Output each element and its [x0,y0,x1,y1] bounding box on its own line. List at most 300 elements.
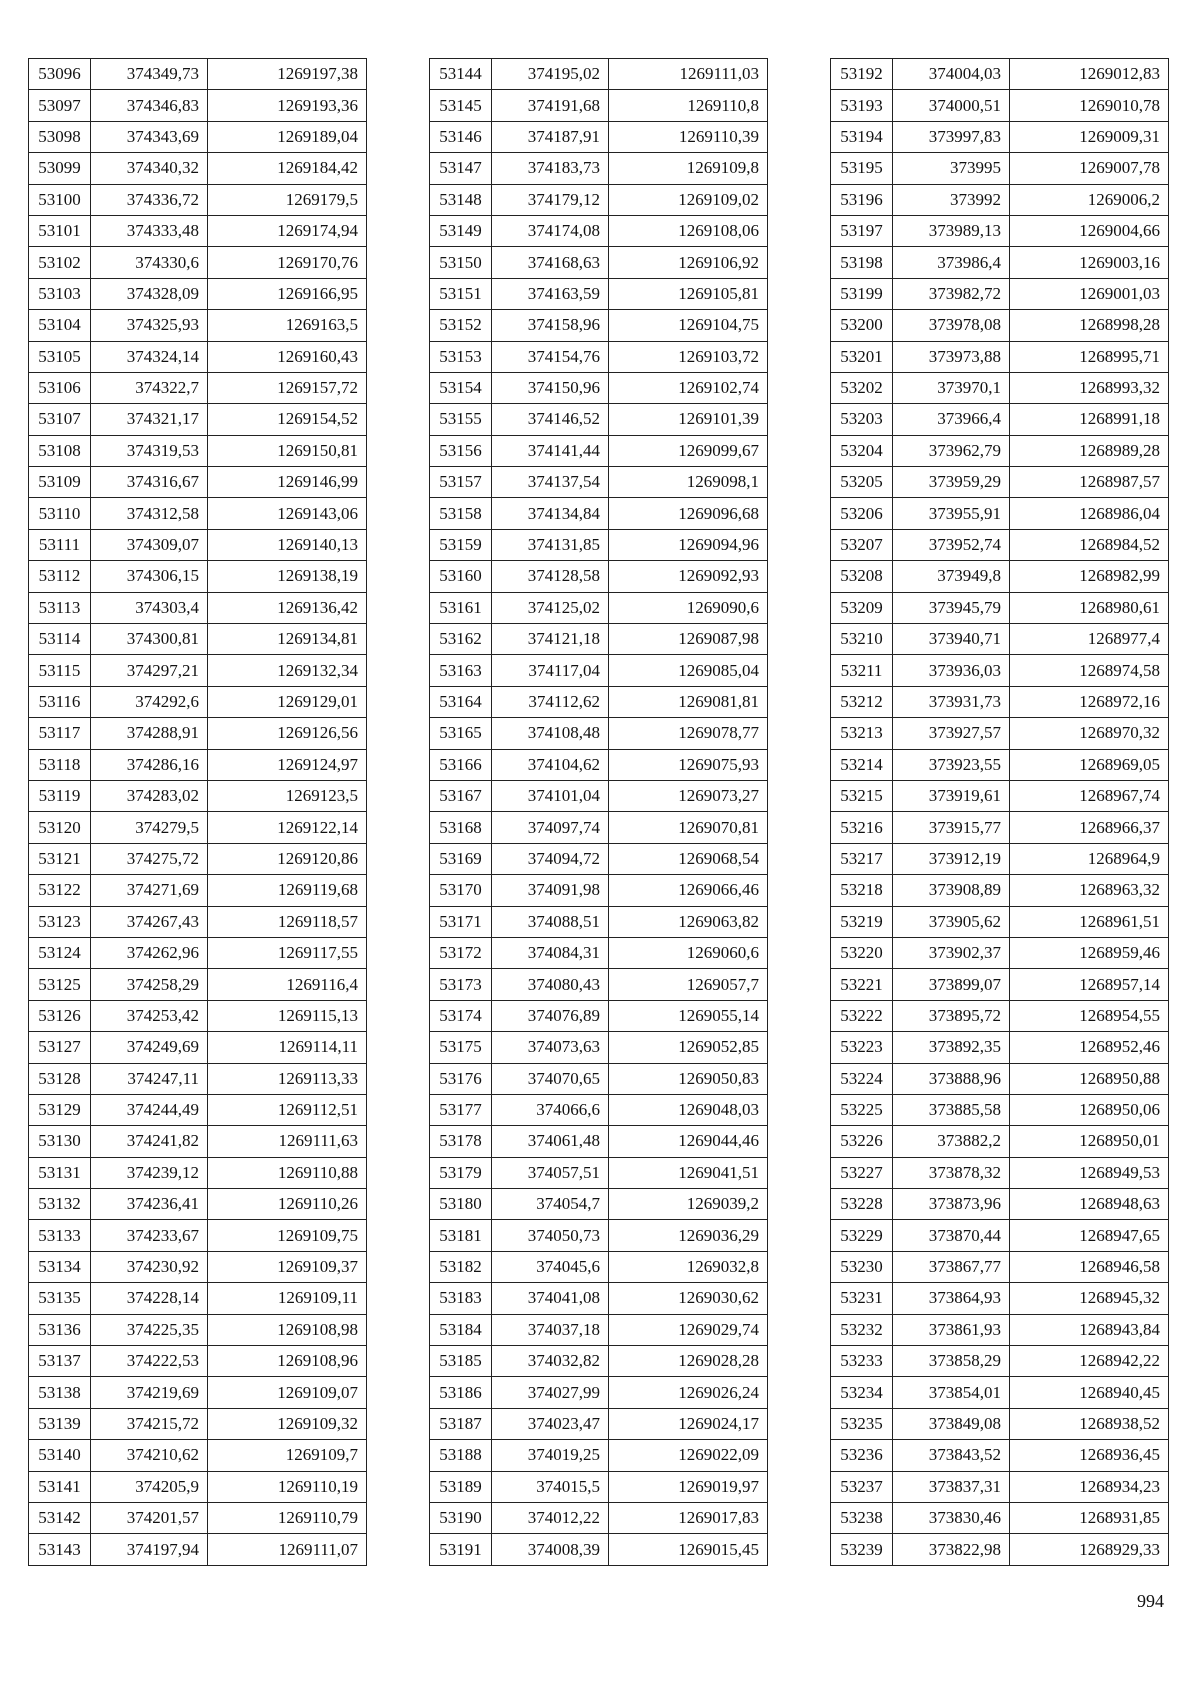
table-row [29,1502,367,1533]
y-coordinate-cell: 1268980,61 [1010,592,1169,623]
table-row [430,215,768,246]
x-coordinate-cell: 373899,07 [893,969,1010,1000]
table-row [430,624,768,655]
point-id-cell: 53239 [831,1534,893,1565]
table-row [29,341,367,372]
x-coordinate-cell: 374316,67 [91,467,208,498]
table-row [430,1220,768,1251]
point-id-cell: 53236 [831,1440,893,1471]
point-id-cell: 53097 [29,90,91,121]
y-coordinate-cell: 1269109,32 [208,1408,367,1439]
x-coordinate-cell: 374286,16 [91,749,208,780]
x-coordinate-cell: 374239,12 [91,1157,208,1188]
table-row [430,812,768,843]
y-coordinate-cell: 1269118,57 [208,906,367,937]
y-coordinate-cell: 1268989,28 [1010,435,1169,466]
table-row [29,875,367,906]
y-coordinate-cell: 1269073,27 [609,780,768,811]
point-id-cell: 53230 [831,1251,893,1282]
point-id-cell: 53116 [29,686,91,717]
x-coordinate-cell: 373902,37 [893,937,1010,968]
y-coordinate-cell: 1268991,18 [1010,404,1169,435]
y-coordinate-cell: 1268943,84 [1010,1314,1169,1345]
point-id-cell: 53231 [831,1283,893,1314]
point-id-cell: 53222 [831,1000,893,1031]
y-coordinate-cell: 1268929,33 [1010,1534,1169,1565]
point-id-cell: 53136 [29,1314,91,1345]
point-id-cell: 53198 [831,247,893,278]
table-row [29,655,367,686]
table-row [831,1126,1169,1157]
y-coordinate-cell: 1269003,16 [1010,247,1169,278]
x-coordinate-cell: 374275,72 [91,843,208,874]
y-coordinate-cell: 1269102,74 [609,372,768,403]
y-coordinate-cell: 1269044,46 [609,1126,768,1157]
y-coordinate-cell: 1269085,04 [609,655,768,686]
y-coordinate-cell: 1269012,83 [1010,59,1169,90]
point-id-cell: 53224 [831,1063,893,1094]
y-coordinate-cell: 1269057,7 [609,969,768,1000]
y-coordinate-cell: 1269110,8 [609,90,768,121]
y-coordinate-cell: 1269109,7 [208,1440,367,1471]
table-row [430,1314,768,1345]
y-coordinate-cell: 1268987,57 [1010,467,1169,498]
table-row [29,404,367,435]
table-row [29,90,367,121]
x-coordinate-cell: 373837,31 [893,1471,1010,1502]
table-row [831,1251,1169,1282]
table-row [29,1377,367,1408]
point-id-cell: 53189 [430,1471,492,1502]
x-coordinate-cell: 374258,29 [91,969,208,1000]
x-coordinate-cell: 374104,62 [492,749,609,780]
point-id-cell: 53132 [29,1189,91,1220]
point-id-cell: 53162 [430,624,492,655]
y-coordinate-cell: 1269032,8 [609,1251,768,1282]
y-coordinate-cell: 1269126,56 [208,718,367,749]
point-id-cell: 53117 [29,718,91,749]
x-coordinate-cell: 373966,4 [893,404,1010,435]
x-coordinate-cell: 374108,48 [492,718,609,749]
table-row [29,1063,367,1094]
point-id-cell: 53232 [831,1314,893,1345]
point-id-cell: 53226 [831,1126,893,1157]
table-row [831,153,1169,184]
table-row [430,1251,768,1282]
x-coordinate-cell: 374225,35 [91,1314,208,1345]
x-coordinate-cell: 374300,81 [91,624,208,655]
table-row [430,561,768,592]
table-row [430,1000,768,1031]
y-coordinate-cell: 1268948,63 [1010,1189,1169,1220]
table-row [831,404,1169,435]
table-row [430,404,768,435]
table-row [831,247,1169,278]
table-row [29,1251,367,1282]
table-row [430,1189,768,1220]
point-id-cell: 53154 [430,372,492,403]
y-coordinate-cell: 1268936,45 [1010,1440,1169,1471]
y-coordinate-cell: 1269090,6 [609,592,768,623]
y-coordinate-cell: 1269105,81 [609,278,768,309]
x-coordinate-cell: 373940,71 [893,624,1010,655]
point-id-cell: 53112 [29,561,91,592]
x-coordinate-cell: 374322,7 [91,372,208,403]
point-id-cell: 53223 [831,1032,893,1063]
point-id-cell: 53118 [29,749,91,780]
table-row [29,561,367,592]
table-row [430,655,768,686]
point-id-cell: 53206 [831,498,893,529]
table-row [29,780,367,811]
x-coordinate-cell: 373973,88 [893,341,1010,372]
point-id-cell: 53151 [430,278,492,309]
x-coordinate-cell: 374163,59 [492,278,609,309]
point-id-cell: 53146 [430,121,492,152]
y-coordinate-cell: 1268957,14 [1010,969,1169,1000]
point-id-cell: 53115 [29,655,91,686]
x-coordinate-cell: 374324,14 [91,341,208,372]
table-row [831,1189,1169,1220]
y-coordinate-cell: 1269143,06 [208,498,367,529]
table-row [430,153,768,184]
table-row [29,1408,367,1439]
table-row [831,1502,1169,1533]
x-coordinate-cell: 374187,91 [492,121,609,152]
x-coordinate-cell: 374050,73 [492,1220,609,1251]
point-id-cell: 53177 [430,1094,492,1125]
x-coordinate-cell: 374271,69 [91,875,208,906]
x-coordinate-cell: 374141,44 [492,435,609,466]
x-coordinate-cell: 373912,19 [893,843,1010,874]
y-coordinate-cell: 1269015,45 [609,1534,768,1565]
table-row [29,1032,367,1063]
point-id-cell: 53102 [29,247,91,278]
point-id-cell: 53169 [430,843,492,874]
point-id-cell: 53234 [831,1377,893,1408]
y-coordinate-cell: 1269096,68 [609,498,768,529]
table-row [831,341,1169,372]
point-id-cell: 53148 [430,184,492,215]
x-coordinate-cell: 373952,74 [893,529,1010,560]
point-id-cell: 53211 [831,655,893,686]
table-row [831,624,1169,655]
point-id-cell: 53191 [430,1534,492,1565]
x-coordinate-cell: 373982,72 [893,278,1010,309]
y-coordinate-cell: 1268950,88 [1010,1063,1169,1094]
y-coordinate-cell: 1268974,58 [1010,655,1169,686]
point-id-cell: 53194 [831,121,893,152]
point-id-cell: 53119 [29,780,91,811]
table-row [29,1314,367,1345]
table-row [29,969,367,1000]
point-id-cell: 53111 [29,529,91,560]
point-id-cell: 53174 [430,1000,492,1031]
point-id-cell: 53128 [29,1063,91,1094]
table-row [430,1346,768,1377]
x-coordinate-cell: 373858,29 [893,1346,1010,1377]
x-coordinate-cell: 374131,85 [492,529,609,560]
point-id-cell: 53183 [430,1283,492,1314]
x-coordinate-cell: 373959,29 [893,467,1010,498]
point-id-cell: 53127 [29,1032,91,1063]
y-coordinate-cell: 1269050,83 [609,1063,768,1094]
point-id-cell: 53216 [831,812,893,843]
table-row [831,1471,1169,1502]
table-row [831,529,1169,560]
y-coordinate-cell: 1269132,34 [208,655,367,686]
point-id-cell: 53110 [29,498,91,529]
x-coordinate-cell: 374112,62 [492,686,609,717]
x-coordinate-cell: 374179,12 [492,184,609,215]
table-row [430,780,768,811]
y-coordinate-cell: 1269007,78 [1010,153,1169,184]
y-coordinate-cell: 1269103,72 [609,341,768,372]
x-coordinate-cell: 374244,49 [91,1094,208,1125]
x-coordinate-cell: 374057,51 [492,1157,609,1188]
point-id-cell: 53237 [831,1471,893,1502]
table-row [29,1157,367,1188]
table-row [831,749,1169,780]
table-row [29,718,367,749]
y-coordinate-cell: 1268949,53 [1010,1157,1169,1188]
y-coordinate-cell: 1269166,95 [208,278,367,309]
table-row [430,1283,768,1314]
x-coordinate-cell: 373962,79 [893,435,1010,466]
y-coordinate-cell: 1269041,51 [609,1157,768,1188]
table-row [430,1377,768,1408]
table-row [430,90,768,121]
point-id-cell: 53205 [831,467,893,498]
table-row [29,1126,367,1157]
table-row [831,435,1169,466]
point-id-cell: 53171 [430,906,492,937]
point-id-cell: 53180 [430,1189,492,1220]
x-coordinate-cell: 373949,8 [893,561,1010,592]
y-coordinate-cell: 1268959,46 [1010,937,1169,968]
table-row [430,59,768,90]
table-row [29,278,367,309]
table-row [831,1220,1169,1251]
x-coordinate-cell: 373822,98 [893,1534,1010,1565]
x-coordinate-cell: 374325,93 [91,310,208,341]
point-id-cell: 53192 [831,59,893,90]
x-coordinate-cell: 374333,48 [91,215,208,246]
y-coordinate-cell: 1269098,1 [609,467,768,498]
point-id-cell: 53175 [430,1032,492,1063]
x-coordinate-cell: 374253,42 [91,1000,208,1031]
point-id-cell: 53160 [430,561,492,592]
y-coordinate-cell: 1269075,93 [609,749,768,780]
point-id-cell: 53213 [831,718,893,749]
y-coordinate-cell: 1269104,75 [609,310,768,341]
y-coordinate-cell: 1269124,97 [208,749,367,780]
point-id-cell: 53161 [430,592,492,623]
x-coordinate-cell: 373908,89 [893,875,1010,906]
coordinate-tables [28,58,1180,1570]
y-coordinate-cell: 1269063,82 [609,906,768,937]
x-coordinate-cell: 374319,53 [91,435,208,466]
x-coordinate-cell: 373989,13 [893,215,1010,246]
y-coordinate-cell: 1269150,81 [208,435,367,466]
x-coordinate-cell: 373936,03 [893,655,1010,686]
x-coordinate-cell: 374158,96 [492,310,609,341]
table-row [29,529,367,560]
table-row [430,843,768,874]
y-coordinate-cell: 1269136,42 [208,592,367,623]
x-coordinate-cell: 373878,32 [893,1157,1010,1188]
x-coordinate-cell: 374283,02 [91,780,208,811]
table-row [430,875,768,906]
y-coordinate-cell: 1269109,75 [208,1220,367,1251]
point-id-cell: 53107 [29,404,91,435]
point-id-cell: 53204 [831,435,893,466]
table-row [29,1534,367,1565]
point-id-cell: 53130 [29,1126,91,1157]
table-row [831,1000,1169,1031]
x-coordinate-cell: 374288,91 [91,718,208,749]
y-coordinate-cell: 1268950,01 [1010,1126,1169,1157]
y-coordinate-cell: 1268942,22 [1010,1346,1169,1377]
table-row [29,215,367,246]
x-coordinate-cell: 373882,2 [893,1126,1010,1157]
x-coordinate-cell: 374328,09 [91,278,208,309]
y-coordinate-cell: 1269029,74 [609,1314,768,1345]
table-row [831,561,1169,592]
point-id-cell: 53164 [430,686,492,717]
y-coordinate-cell: 1269087,98 [609,624,768,655]
point-id-cell: 53106 [29,372,91,403]
table-row [29,153,367,184]
x-coordinate-cell: 373861,93 [893,1314,1010,1345]
y-coordinate-cell: 1268950,06 [1010,1094,1169,1125]
table-row [29,1220,367,1251]
x-coordinate-cell: 374309,07 [91,529,208,560]
x-coordinate-cell: 373986,4 [893,247,1010,278]
x-coordinate-cell: 373885,58 [893,1094,1010,1125]
table-row [430,1032,768,1063]
x-coordinate-cell: 373830,46 [893,1502,1010,1533]
point-id-cell: 53238 [831,1502,893,1533]
table-row [29,121,367,152]
point-id-cell: 53195 [831,153,893,184]
y-coordinate-cell: 1269006,2 [1010,184,1169,215]
point-id-cell: 53139 [29,1408,91,1439]
table-row [430,686,768,717]
y-coordinate-cell: 1269154,52 [208,404,367,435]
point-id-cell: 53140 [29,1440,91,1471]
point-id-cell: 53129 [29,1094,91,1125]
table-row [831,1283,1169,1314]
x-coordinate-cell: 374125,02 [492,592,609,623]
point-id-cell: 53229 [831,1220,893,1251]
y-coordinate-cell: 1269106,92 [609,247,768,278]
point-id-cell: 53188 [430,1440,492,1471]
x-coordinate-cell: 374019,25 [492,1440,609,1471]
point-id-cell: 53100 [29,184,91,215]
table-row [831,718,1169,749]
table-row [831,1377,1169,1408]
y-coordinate-cell: 1269110,79 [208,1502,367,1533]
point-id-cell: 53145 [430,90,492,121]
y-coordinate-cell: 1268931,85 [1010,1502,1169,1533]
point-id-cell: 53157 [430,467,492,498]
point-id-cell: 53210 [831,624,893,655]
table-row [831,812,1169,843]
y-coordinate-cell: 1268961,51 [1010,906,1169,937]
x-coordinate-cell: 374230,92 [91,1251,208,1282]
table-row [29,1189,367,1220]
x-coordinate-cell: 374312,58 [91,498,208,529]
table-row [831,1440,1169,1471]
point-id-cell: 53165 [430,718,492,749]
table-row [430,310,768,341]
table-row [430,498,768,529]
point-id-cell: 53184 [430,1314,492,1345]
y-coordinate-cell: 1269140,13 [208,529,367,560]
point-id-cell: 53227 [831,1157,893,1188]
y-coordinate-cell: 1269036,29 [609,1220,768,1251]
table-row [831,184,1169,215]
x-coordinate-cell: 374197,94 [91,1534,208,1565]
x-coordinate-cell: 374205,9 [91,1471,208,1502]
table-row [29,310,367,341]
table-row [29,435,367,466]
table-row [831,1534,1169,1565]
table-row [29,812,367,843]
y-coordinate-cell: 1269001,03 [1010,278,1169,309]
point-id-cell: 53149 [430,215,492,246]
x-coordinate-cell: 374080,43 [492,969,609,1000]
x-coordinate-cell: 374195,02 [492,59,609,90]
y-coordinate-cell: 1269108,96 [208,1346,367,1377]
table-row [831,467,1169,498]
y-coordinate-cell: 1269109,11 [208,1283,367,1314]
y-coordinate-cell: 1269111,63 [208,1126,367,1157]
table-row [29,372,367,403]
x-coordinate-cell: 374219,69 [91,1377,208,1408]
x-coordinate-cell: 374027,99 [492,1377,609,1408]
table-row [831,937,1169,968]
point-id-cell: 53209 [831,592,893,623]
x-coordinate-cell: 374061,48 [492,1126,609,1157]
x-coordinate-cell: 373915,77 [893,812,1010,843]
point-id-cell: 53114 [29,624,91,655]
y-coordinate-cell: 1268940,45 [1010,1377,1169,1408]
y-coordinate-cell: 1268945,32 [1010,1283,1169,1314]
y-coordinate-cell: 1268963,32 [1010,875,1169,906]
table-row [29,843,367,874]
y-coordinate-cell: 1269120,86 [208,843,367,874]
x-coordinate-cell: 374267,43 [91,906,208,937]
x-coordinate-cell: 374303,4 [91,592,208,623]
y-coordinate-cell: 1269022,09 [609,1440,768,1471]
y-coordinate-cell: 1269174,94 [208,215,367,246]
table-row [29,1000,367,1031]
x-coordinate-cell: 374101,04 [492,780,609,811]
table-row [831,1094,1169,1125]
y-coordinate-cell: 1268946,58 [1010,1251,1169,1282]
table-row [831,1063,1169,1094]
point-id-cell: 53142 [29,1502,91,1533]
x-coordinate-cell: 373849,08 [893,1408,1010,1439]
point-id-cell: 53103 [29,278,91,309]
table-row [29,498,367,529]
table-row [430,1157,768,1188]
point-id-cell: 53215 [831,780,893,811]
x-coordinate-cell: 374201,57 [91,1502,208,1533]
y-coordinate-cell: 1269110,88 [208,1157,367,1188]
